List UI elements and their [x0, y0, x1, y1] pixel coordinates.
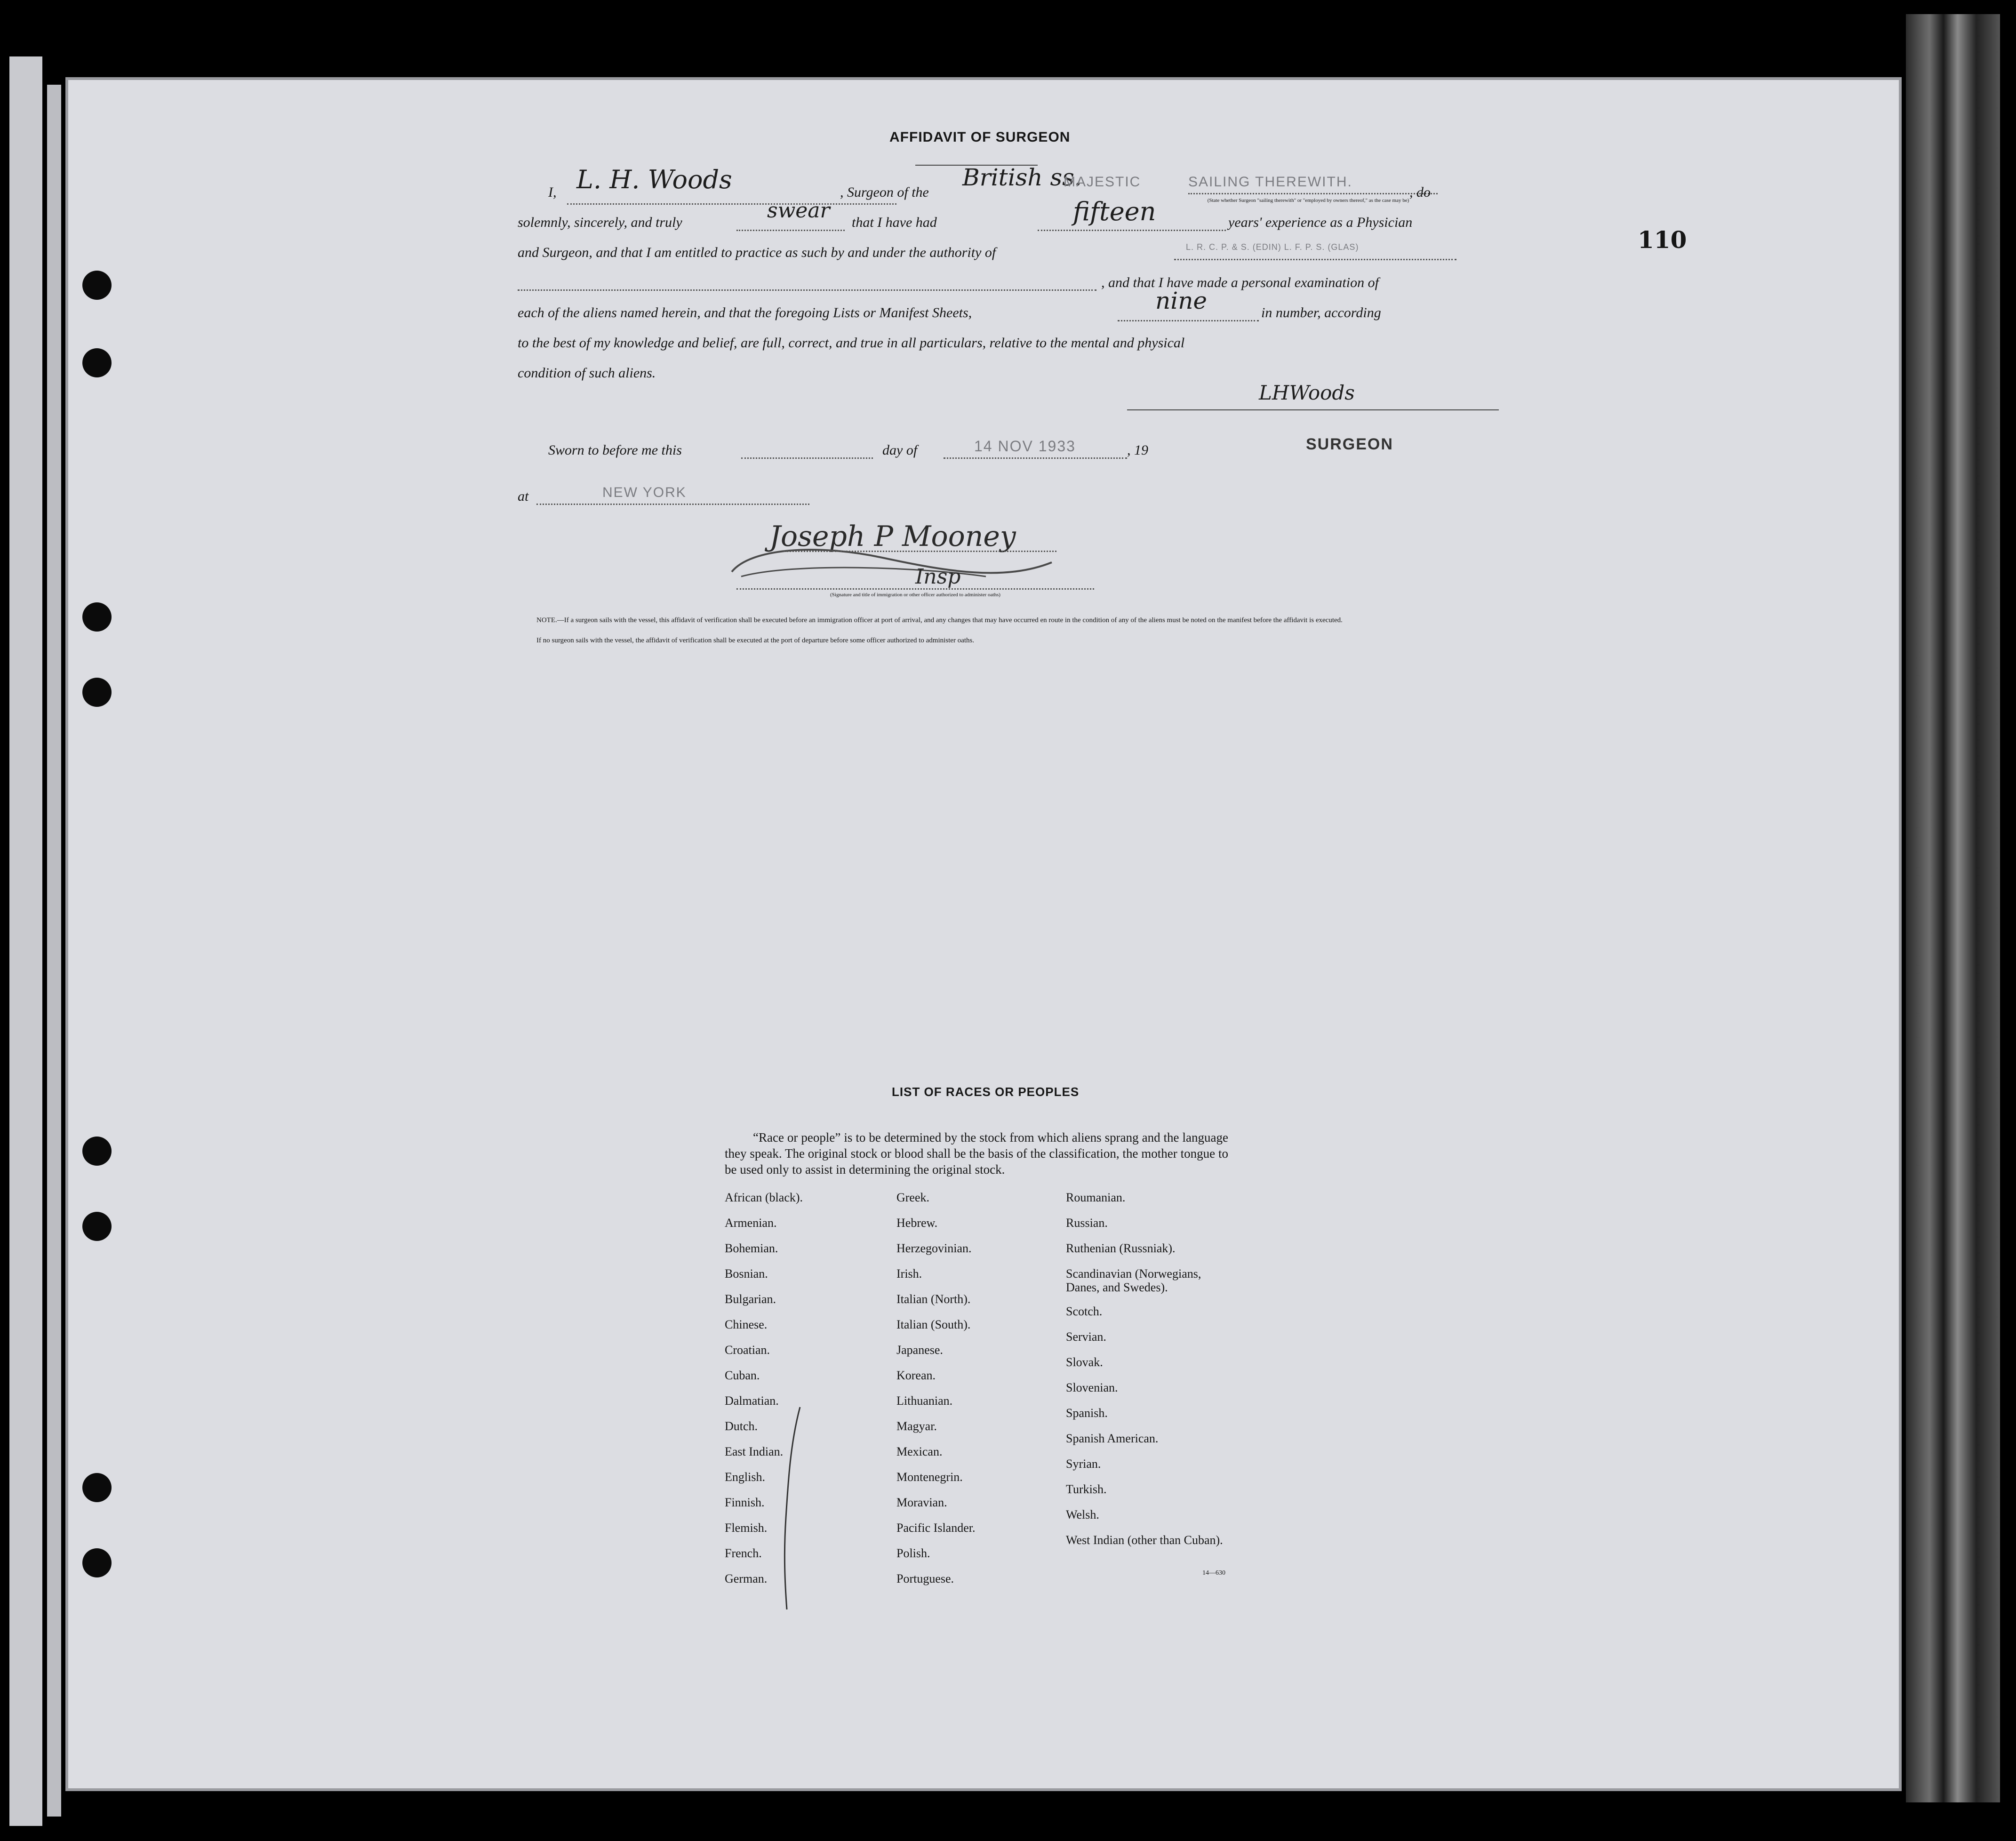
binder-hole [82, 602, 112, 632]
binder-hole [82, 1473, 112, 1502]
date-stamp: 14 NOV 1933 [974, 438, 1076, 455]
form-code: 14—630 [1202, 1569, 1225, 1577]
race-item: Croatian. [725, 1343, 770, 1357]
race-item: Mexican. [896, 1445, 943, 1458]
check-mark [776, 1405, 805, 1612]
race-item: African (black). [725, 1191, 803, 1204]
binder-hole [82, 1212, 112, 1241]
race-item: Chinese. [725, 1318, 768, 1331]
sheet-count-line [1118, 320, 1259, 321]
page-number: 110 [1638, 226, 1687, 254]
authority-label: and Surgeon, and that I am entitled to practice as such by and under the authority of [518, 245, 996, 260]
years-experience-label: years' experience as a Physician [1228, 215, 1413, 230]
race-item: Syrian. [1066, 1457, 1101, 1471]
vessel-handwritten: British ss. [962, 164, 1082, 191]
officer-signature: Joseph P Mooney [769, 520, 1016, 553]
binder-hole [82, 1548, 112, 1577]
surgeon-signature: LHWoods [1259, 381, 1355, 404]
race-item: West Indian (other than Cuban). [1066, 1533, 1223, 1547]
binder-hole [82, 348, 112, 377]
race-item: English. [725, 1470, 765, 1484]
race-item: Servian. [1066, 1330, 1106, 1344]
do-label: , do [1409, 184, 1431, 200]
officer-title-handwritten: Insp [915, 565, 961, 589]
race-item: Japanese. [896, 1343, 943, 1357]
signature-line [1127, 409, 1499, 410]
sworn-day-line [741, 457, 873, 459]
affidavit-title: AFFIDAVIT OF SURGEON [889, 129, 1071, 145]
race-item: Portuguese. [896, 1572, 954, 1585]
page-edge-left-inner [47, 85, 61, 1817]
at-label: at [518, 488, 529, 504]
race-item: Hebrew. [896, 1216, 938, 1230]
authority-line [1174, 259, 1456, 260]
race-item: Korean. [896, 1369, 936, 1382]
binder-hole [82, 1137, 112, 1166]
knowledge-label: to the best of my knowledge and belief, are full, correct, and true in all particulars, relative to the mental and physical [518, 335, 1185, 351]
races-title: LIST OF RACES OR PEOPLES [892, 1085, 1080, 1099]
race-item: Roumanian. [1066, 1191, 1126, 1204]
affidavit-note-2: If no surgeon sails with the vessel, the affidavit of verification shall be executed at the port of departure before some officer authorized to administer oaths. [536, 637, 975, 644]
race-item: East Indian. [725, 1445, 784, 1458]
officer-caption: (Signature and title of immigration or other officer authorized to administer oaths) [830, 592, 1000, 598]
capacity-stamp: SAILING THEREWITH. [1188, 174, 1352, 190]
affidavit-i: I, [548, 184, 557, 200]
race-item: Greek. [896, 1191, 930, 1204]
vessel-overline [915, 165, 1038, 166]
signature-title: SURGEON [1306, 435, 1393, 453]
race-item: Slovenian. [1066, 1381, 1118, 1394]
race-item: Spanish American. [1066, 1432, 1159, 1445]
race-item: Turkish. [1066, 1482, 1107, 1496]
officer-line-1 [784, 551, 1056, 552]
manifest-sheets-label: each of the aliens named herein, and that the foregoing Lists or Manifest Sheets, [518, 305, 972, 320]
race-item: Moravian. [896, 1496, 947, 1509]
solemnly-label: solemnly, sincerely, and truly [518, 215, 682, 230]
years-handwritten: fifteen [1073, 197, 1156, 226]
race-item: Armenian. [725, 1216, 777, 1230]
race-item: Flemish. [725, 1521, 768, 1535]
sworn-label: Sworn to before me this [548, 442, 682, 458]
race-item: Ruthenian (Russniak). [1066, 1241, 1176, 1255]
race-item: Finnish. [725, 1496, 765, 1509]
capacity-line [1188, 193, 1438, 194]
binder-hole [82, 271, 112, 300]
surgeon-name-line [567, 203, 896, 205]
year-prefix-label: , 19 [1127, 442, 1148, 458]
races-column-2 [896, 1191, 1056, 1597]
race-item: Pacific Islander. [896, 1521, 976, 1535]
race-item: Spanish. [1066, 1406, 1108, 1420]
condition-label: condition of such aliens. [518, 365, 656, 381]
sheet-count-handwritten: nine [1155, 287, 1207, 314]
page-edge-right [1906, 14, 2000, 1802]
capacity-note: (State whether Surgeon "sailing therewith" or "employed by owners thereof," as the case may be) [1207, 198, 1409, 203]
races-column-3 [1066, 1191, 1245, 1571]
document-sheet [68, 80, 1899, 1788]
race-item: Scandinavian (Norwegians, Danes, and Swedes). [1066, 1267, 1201, 1294]
place-line [536, 504, 809, 505]
place-stamp: NEW YORK [602, 485, 687, 500]
day-of-label: day of [882, 442, 918, 458]
years-line [1038, 230, 1226, 231]
race-item: Dalmatian. [725, 1394, 779, 1408]
race-item: Bulgarian. [725, 1292, 776, 1306]
i-have-had-label: that I have had [852, 215, 937, 230]
surgeon-name-handwritten: L. H. Woods [576, 165, 732, 194]
race-item: Cuban. [725, 1369, 760, 1382]
race-item: Scotch. [1066, 1305, 1103, 1318]
authority-stamp: L. R. C. P. & S. (EDIN) L. F. P. S. (GLAS) [1186, 242, 1359, 252]
affidavit-note-1: NOTE.—If a surgeon sails with the vessel, this affidavit of verification shall be executed before an immigration officer at port of arrival, and any changes that may have occurred en route in the condition of any of the aliens must be noted on the manifest before the affidavit is executed. [536, 616, 1343, 624]
race-item: Polish. [896, 1546, 930, 1560]
race-item: Italian (South). [896, 1318, 971, 1331]
oath-line [736, 230, 845, 231]
personal-examination-label: , and that I have made a personal examination of [1101, 275, 1379, 290]
officer-signature-flourish [722, 529, 1061, 591]
race-item: Bosnian. [725, 1267, 768, 1281]
race-item: Irish. [896, 1267, 922, 1281]
binder-hole [82, 678, 112, 707]
race-item: Italian (North). [896, 1292, 971, 1306]
authority-line-2 [518, 289, 1096, 291]
surgeon-of-the-label: , Surgeon of the [840, 184, 929, 200]
oath-handwritten: swear [767, 199, 830, 223]
date-line [944, 457, 1127, 459]
race-item: Montenegrin. [896, 1470, 963, 1484]
race-item: German. [725, 1572, 768, 1585]
race-item: Dutch. [725, 1419, 758, 1433]
races-intro: “Race or people” is to be determined by the stock from which aliens sprang and the language they speak. The original stock or blood shall be the basis of the classification, the mother tongue to be used only to assist in determining the original stock. [725, 1130, 1228, 1177]
race-item: Magyar. [896, 1419, 937, 1433]
race-item: Herzegovinian. [896, 1241, 972, 1255]
race-item: Slovak. [1066, 1355, 1103, 1369]
race-item: Bohemian. [725, 1241, 778, 1255]
race-item: Russian. [1066, 1216, 1108, 1230]
race-item: Welsh. [1066, 1508, 1099, 1521]
race-item: French. [725, 1546, 762, 1560]
page-edge-left [9, 56, 42, 1826]
race-item: Lithuanian. [896, 1394, 953, 1408]
in-number-label: in number, according [1261, 305, 1381, 320]
vessel-stamp: MAJESTIC [1064, 174, 1141, 190]
officer-line-2 [736, 588, 1094, 590]
